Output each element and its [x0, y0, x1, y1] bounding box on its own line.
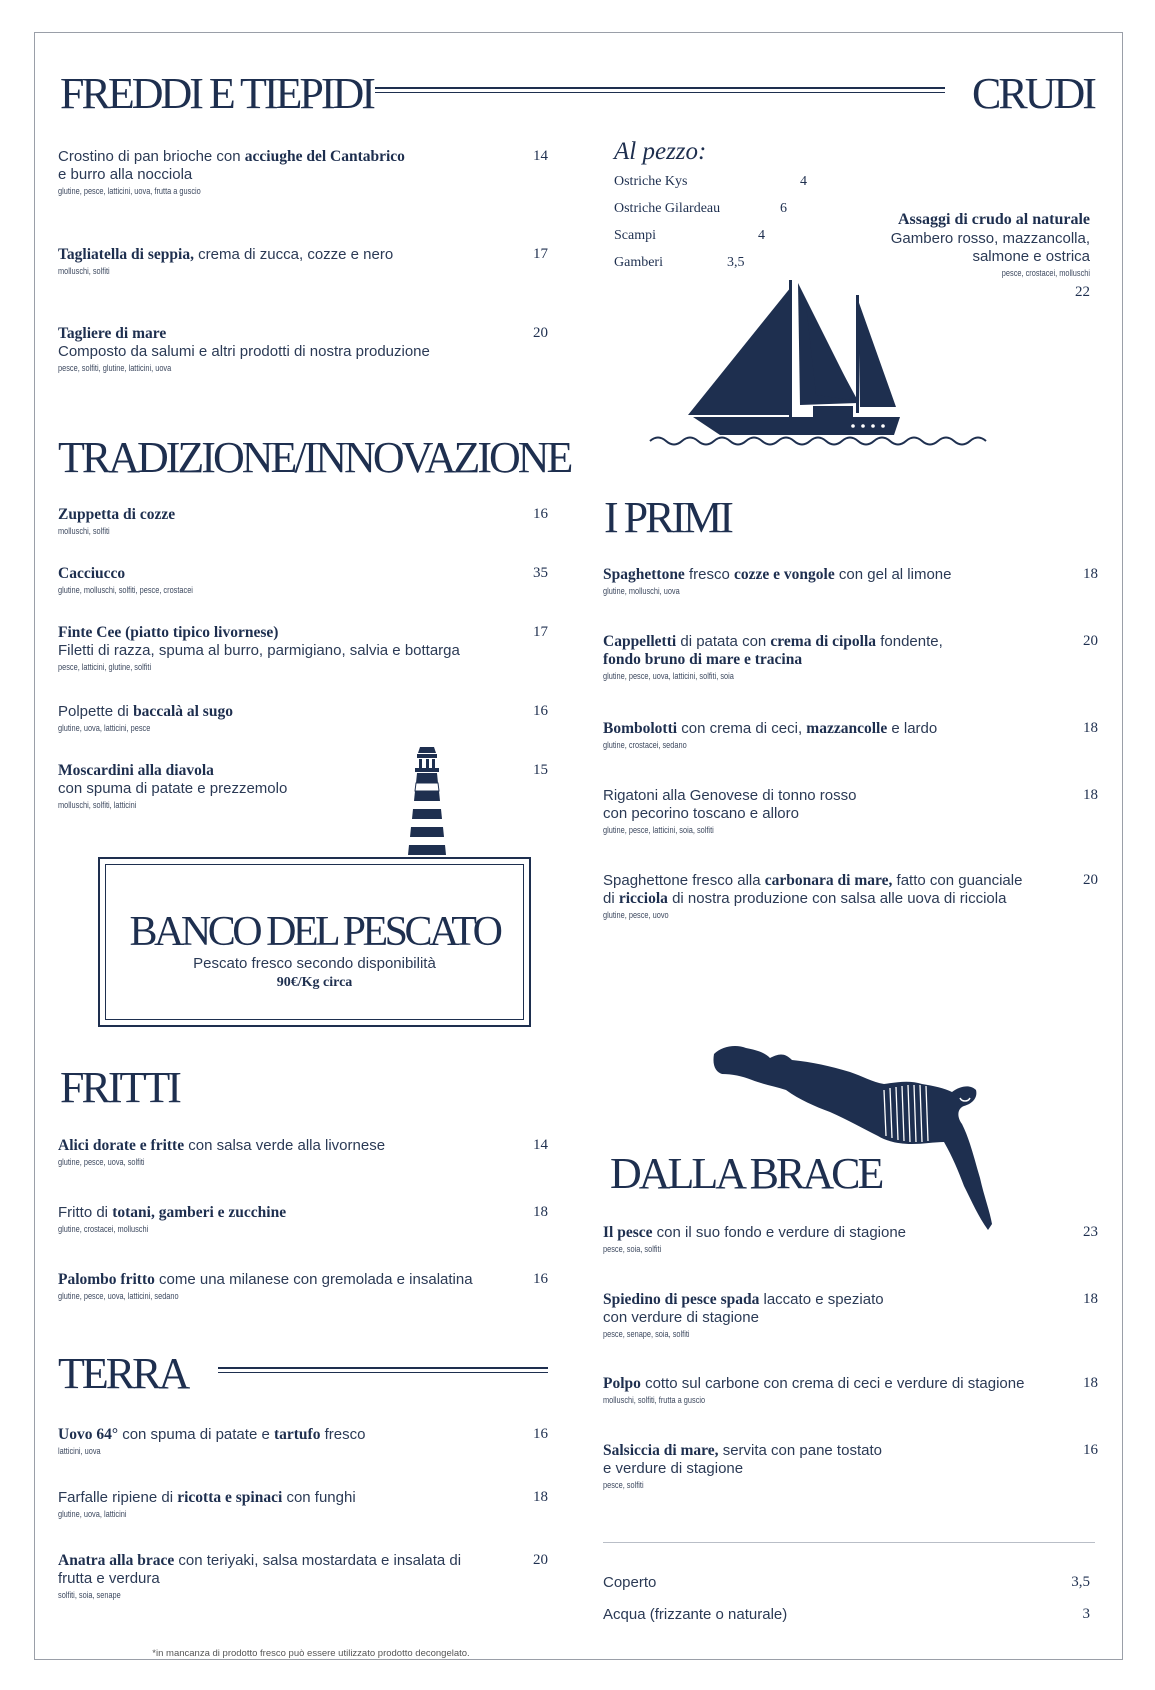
dish-item [603, 720, 1098, 752]
dish-name: tartufo [273, 1426, 321, 1443]
dish-price: 22 [1075, 284, 1090, 300]
section-title-crudi: CRUDI [972, 69, 1094, 118]
allergens: molluschi, solfiti, latticini [58, 800, 137, 810]
dish-item [58, 1204, 548, 1236]
raw-price: 3,5 [727, 255, 745, 270]
dish-name: Alici dorate e fritte [58, 1137, 185, 1154]
dish-name: Tagliere di mare [58, 325, 167, 342]
dish-description: salmone e ostrica [972, 248, 1090, 265]
extra-label: Acqua (frizzante o naturale) [603, 1606, 788, 1623]
dish-price: 15 [533, 762, 548, 778]
dish-text: e lardo [887, 720, 938, 737]
dish-text: Farfalle ripiene di [58, 1489, 178, 1506]
dish-item [603, 1375, 1098, 1407]
allergens: glutine, molluschi, uova [603, 586, 680, 596]
banco-subtitle: Pescato fresco secondo disponibilità [193, 955, 436, 972]
dish-text: di nostra produzione con salsa alle uova di ricciola [667, 890, 1007, 907]
allergens: pesce, solfiti, glutine, latticini, uova [58, 363, 172, 373]
extra-price: 3,5 [1071, 1574, 1090, 1590]
dish-item [603, 787, 1098, 837]
dish-item [58, 703, 548, 735]
section-title-freddi: FREDDI E TIEPIDI [60, 69, 373, 118]
allergens: glutine, pesce, latticini, uova, frutta a guscio [58, 186, 201, 196]
dish-text: fondente, [876, 633, 943, 650]
dish-item [58, 246, 548, 278]
section-title-brace: DALLA BRACE [610, 1149, 882, 1198]
dish-name: Moscardini alla diavola [58, 762, 214, 779]
dish-item [58, 1137, 548, 1169]
dish-text: con crema di ceci, [677, 720, 807, 737]
dish-name: Uovo 64° [58, 1426, 119, 1443]
al-pezzo-title: Al pezzo: [614, 138, 707, 165]
dish-name: acciughe del Cantabrico [244, 148, 405, 165]
dish-text: con teriyaki, salsa mostardata e insalata di [174, 1552, 462, 1569]
allergens: pesce, solfiti [603, 1480, 644, 1490]
dish-name: fondo bruno di mare e tracina [603, 651, 803, 668]
banco-price: 90€/Kg circa [276, 975, 353, 990]
section-title-terra: TERRA [58, 1349, 188, 1398]
dish-name: Finte Cee (piatto tipico livornese) [58, 624, 279, 641]
raw-name: Ostriche Kys [614, 174, 688, 189]
raw-price: 6 [780, 201, 787, 216]
allergens: glutine, uova, latticini [58, 1509, 127, 1519]
allergens: glutine, crostacei, sedano [603, 740, 687, 750]
allergens: glutine, pesce, uovo [603, 910, 669, 920]
dish-description: laccato e speziato [759, 1291, 884, 1308]
title-divider [375, 87, 945, 93]
dish-price: 16 [533, 1271, 548, 1287]
dish-name: Cacciucco [58, 565, 126, 582]
dish-name: Il pesce [603, 1224, 653, 1241]
raw-price: 4 [758, 228, 765, 243]
dish-item [603, 633, 1098, 683]
allergens: molluschi, solfiti [58, 526, 110, 536]
dish-item [58, 624, 548, 674]
title-divider [218, 1367, 548, 1373]
dish-item [603, 566, 1098, 598]
allergens: pesce, crostacei, molluschi [1001, 268, 1090, 278]
dish-text: con funghi [282, 1489, 356, 1506]
dish-description: frutta e verdura [58, 1570, 160, 1587]
dish-text: di patata con [676, 633, 771, 650]
dish-text: Polpette di [58, 703, 134, 720]
dish-price: 18 [1083, 566, 1098, 582]
dish-name: Palombo fritto [58, 1271, 155, 1288]
allergens: glutine, molluschi, solfiti, pesce, crostacei [58, 585, 193, 595]
dish-description: con pecorino toscano e alloro [603, 805, 799, 822]
dish-description: Filetti di razza, spuma al burro, parmigiano, salvia e bottarga [58, 642, 460, 659]
extra-price: 3 [1082, 1606, 1090, 1622]
extra-item [603, 1606, 1090, 1623]
allergens: pesce, latticini, glutine, solfiti [58, 662, 152, 672]
dish-text: fatto con guanciale [892, 872, 1023, 889]
dish-name: Salsiccia di mare, [603, 1442, 719, 1459]
dish-text: Crostino di pan brioche con [58, 148, 245, 165]
dish-description: con verdure di stagione [603, 1309, 759, 1326]
dish-price: 16 [533, 506, 548, 522]
dish-name: totani, gamberi e zucchine [112, 1204, 287, 1221]
allergens: glutine, pesce, uova, solfiti [58, 1157, 145, 1167]
dish-price: 20 [533, 325, 548, 341]
dish-price: 16 [533, 703, 548, 719]
dish-price: 18 [533, 1489, 548, 1505]
dish-description: servita con pane tostato [718, 1442, 882, 1459]
dish-name: crema di cipolla [770, 633, 877, 650]
dish-text: fresco [684, 566, 735, 583]
dish-description: e burro alla nocciola [58, 166, 193, 183]
dish-text: fresco [320, 1426, 366, 1443]
dish-description: Gambero rosso, mazzancolla, [890, 230, 1090, 247]
dish-name: Spiedino di pesce spada [603, 1291, 760, 1308]
allergens: glutine, crostacei, molluschi [58, 1224, 149, 1234]
dish-price: 17 [533, 624, 548, 640]
allergens: glutine, pesce, uova, latticini, sedano [58, 1291, 179, 1301]
dish-item [58, 1426, 548, 1458]
dish-price: 14 [533, 1137, 548, 1153]
dish-description: cotto sul carbone con crema di ceci e verdure di stagione [640, 1375, 1025, 1392]
dish-name: cozze e vongole [734, 566, 835, 583]
allergens: latticini, uova [58, 1446, 101, 1456]
dish-price: 18 [1083, 1375, 1098, 1391]
dish-item [58, 1552, 548, 1602]
dish-price: 16 [533, 1426, 548, 1442]
allergens: pesce, senape, soia, solfiti [603, 1329, 690, 1339]
dish-description: con il suo fondo e verdure di stagione [652, 1224, 907, 1241]
dish-text: di [603, 890, 619, 907]
dish-name: carbonara di mare, [764, 872, 893, 889]
dish-price: 20 [1083, 633, 1098, 649]
dish-name: Assaggi di crudo al naturale [897, 211, 1090, 228]
dish-item [603, 872, 1098, 922]
dish-price: 14 [533, 148, 548, 164]
allergens: molluschi, solfiti, frutta a guscio [603, 1395, 706, 1405]
dish-item [58, 325, 548, 375]
dish-text: Fritto di [58, 1204, 113, 1221]
raw-name: Gamberi [614, 255, 663, 270]
extra-label: Coperto [603, 1574, 657, 1591]
allergens: glutine, pesce, latticini, soia, solfiti [603, 825, 714, 835]
allergens: solfiti, soia, senape [58, 1590, 121, 1600]
dish-description: come una milanese con gremolada e insalatina [154, 1271, 473, 1288]
extras-divider [603, 1542, 1095, 1543]
dish-item [603, 1442, 1098, 1492]
dish-description: crema di zucca, cozze e nero [193, 246, 394, 263]
dish-description: Composto da salumi e altri prodotti di nostra produzione [58, 343, 430, 360]
dish-description: e verdure di stagione [603, 1460, 744, 1477]
section-title-fritti: FRITTI [60, 1063, 179, 1112]
dish-name: Tagliatella di seppia, [58, 246, 194, 263]
allergens: glutine, uova, latticini, pesce [58, 723, 151, 733]
dish-price: 17 [533, 246, 548, 262]
diver-icon [712, 1040, 1032, 1240]
section-title-primi: I PRIMI [604, 493, 731, 542]
section-title-tradizione: TRADIZIONE/INNOVAZIONE [58, 433, 571, 482]
footnote: *in mancanza di prodotto fresco può essere utilizzato prodotto decongelato. [112, 1648, 510, 1659]
allergens: molluschi, solfiti [58, 266, 110, 276]
dish-item [58, 148, 548, 198]
dish-price: 35 [533, 565, 548, 581]
dish-name: Polpo [603, 1375, 641, 1392]
dish-price: 18 [1083, 1291, 1098, 1307]
dish-price: 16 [1083, 1442, 1098, 1458]
dish-name: ricotta e spinaci [177, 1489, 283, 1506]
dish-item [58, 565, 548, 597]
banco-pescato-box [98, 857, 531, 1027]
dish-item [58, 1271, 548, 1303]
dish-price: 23 [1083, 1224, 1098, 1240]
dish-item [58, 762, 548, 812]
dish-name: Anatra alla brace [58, 1552, 175, 1569]
allergens: pesce, soia, solfiti [603, 1244, 662, 1254]
lighthouse-icon [402, 745, 452, 857]
raw-name: Ostriche Gilardeau [614, 201, 721, 216]
dish-name: Zuppetta di cozze [58, 506, 176, 523]
dish-item [58, 506, 548, 538]
dish-name: ricciola [618, 890, 668, 907]
dish-item [58, 1489, 548, 1521]
dish-name: baccalà al sugo [133, 703, 233, 720]
dish-price: 20 [533, 1552, 548, 1568]
dish-description: con salsa verde alla livornese [184, 1137, 386, 1154]
dish-price: 20 [1083, 872, 1098, 888]
sailboat-icon [648, 275, 993, 455]
extra-item [603, 1574, 1090, 1591]
dish-name: mazzancolle [806, 720, 888, 737]
allergens: glutine, pesce, uova, latticini, solfiti, soia [603, 671, 734, 681]
dish-price: 18 [533, 1204, 548, 1220]
raw-name: Scampi [614, 228, 656, 243]
raw-price: 4 [800, 174, 807, 189]
dish-text: con gel al limone [834, 566, 952, 583]
dish-item [603, 1291, 1098, 1341]
dish-description: con spuma di patate e prezzemolo [58, 780, 288, 797]
dish-name: Spaghettone [603, 566, 685, 583]
dish-price: 18 [1083, 720, 1098, 736]
dish-text: Spaghettone fresco alla [603, 872, 765, 889]
dish-price: 18 [1083, 787, 1098, 803]
banco-title: BANCO DEL PESCATO [129, 909, 500, 955]
dish-text: Rigatoni alla Genovese di tonno rosso [603, 787, 857, 804]
dish-name: Bombolotti [603, 720, 678, 737]
dish-text: con spuma di patate e [118, 1426, 274, 1443]
dish-item [603, 1224, 1098, 1256]
dish-name: Cappelletti [603, 633, 677, 650]
